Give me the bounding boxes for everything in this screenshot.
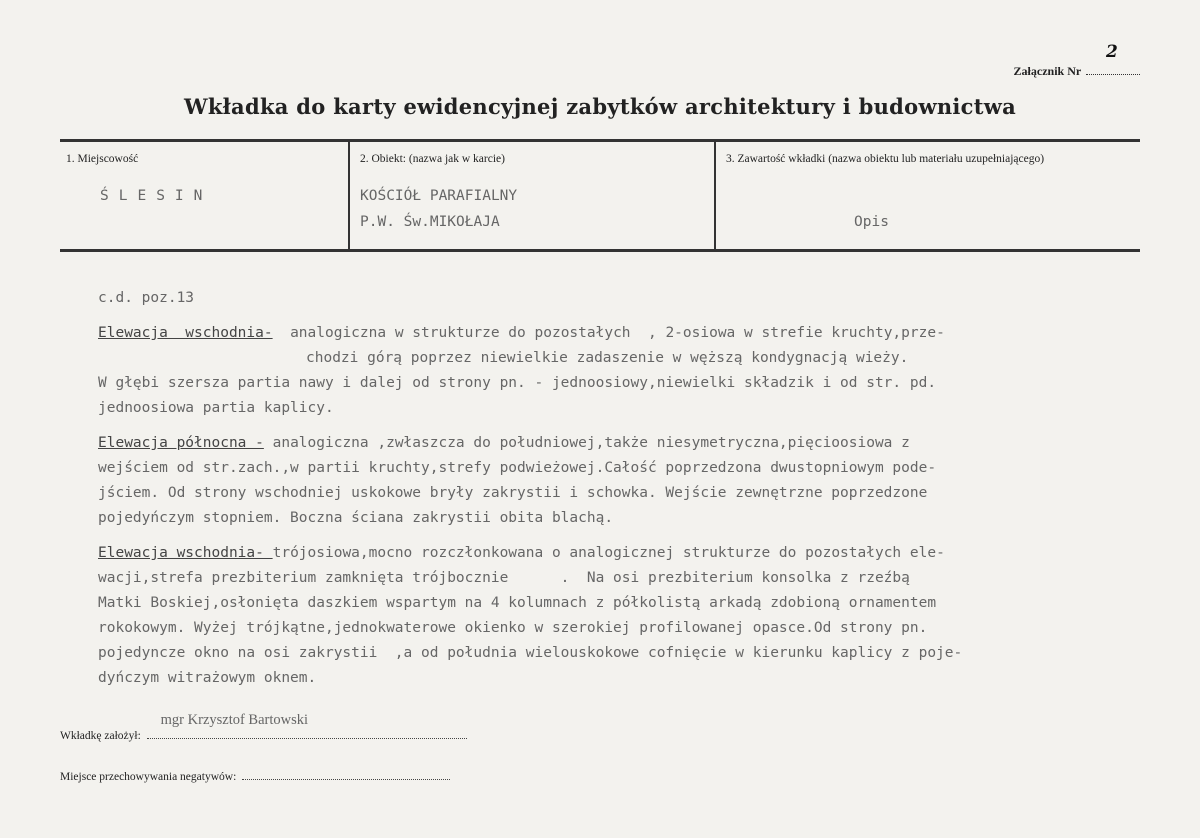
place-label: 1. Miejscowość: [66, 153, 139, 165]
author-value: mgr Krzysztof Bartowski: [160, 712, 309, 728]
continuation-note: c.d. poz.13: [98, 290, 195, 306]
storage-label: Miejsce przechowywania negatywów:: [60, 771, 237, 783]
object-value-line1: KOŚCIÓŁ PARAFIALNY: [360, 188, 518, 204]
paragraph-east-1-line4: jednoosiowa partia kaplicy.: [98, 400, 334, 416]
paragraph-east-1-line2: chodzi górą poprzez niewielkie zadaszenie w węższą kondygnacją wieży.: [306, 350, 909, 366]
author-label: Wkładkę założył:: [60, 730, 141, 742]
text-span: analogiczna ,zwłaszcza do południowej,także niesymetryczna,pięcioosiowa z: [263, 435, 910, 451]
paragraph-east-2-line5: pojedyncze okno na osi zakrystii ,a od południa wielouskokowe cofnięcie w kierunku kaplicy z poje-: [98, 645, 963, 661]
form-title: Wkładka do karty ewidencyjnej zabytków architektury i budownictwa: [183, 94, 1017, 119]
paragraph-east-2-line6: dyńczym witrażowym oknem.: [98, 670, 317, 686]
attachment-label: Załącznik Nr: [1013, 64, 1081, 78]
text-span: analogiczna w strukturze do pozostałych , 2-osiowa w strefie kruchty,prze-: [272, 325, 945, 341]
heading-east-elevation-2: Elewacja wschodnia-: [98, 545, 273, 561]
header-table: [60, 139, 1140, 252]
paragraph-east-2-line4: rokokowym. Wyżej trójkątne,jednokwaterowe okienko w szerokiej profilowanej opasce.Od strony pn.: [98, 620, 928, 636]
heading-east-elevation-1: Elewacja wschodnia-: [98, 325, 273, 341]
object-label: 2. Obiekt: (nazwa jak w karcie): [360, 153, 505, 165]
author-field: [60, 712, 467, 742]
place-cell: [60, 142, 348, 249]
negatives-storage-field: [60, 769, 450, 783]
paragraph-north-line3: jściem. Od strony wschodniej uskokowe bryły zakrystii i schowka. Wejście zewnętrzne poprzedzone: [98, 485, 928, 501]
object-cell: [348, 142, 716, 249]
paragraph-north-line4: pojedyńczym stopniem. Boczna ściana zakrystii obita blachą.: [98, 510, 614, 526]
description-text: [98, 286, 1098, 691]
paragraph-east-2-line3: Matki Boskiej,osłonięta daszkiem wspartym na 4 kolumnach z półkolistą arkadą zdobioną ornamentem: [98, 595, 937, 611]
content-value: Opis: [854, 214, 889, 230]
paragraph-east-2-line1: [98, 541, 1098, 566]
paragraph-north-line2: wejściem od str.zach.,w partii kruchty,strefy podwieżowej.Całość poprzedzona dwustopniowym pode-: [98, 460, 937, 476]
attachment-number: [1013, 42, 1140, 79]
paragraph-north-line1: [98, 431, 1098, 456]
paragraph-east-1-line1: [98, 321, 1098, 346]
attachment-dotline: [1086, 42, 1140, 75]
storage-dotline: [242, 769, 450, 780]
text-span: trójosiowa,mocno rozczłonkowana o analogicznej strukturze do pozostałych ele-: [272, 545, 945, 561]
content-cell: [714, 142, 1140, 249]
paragraph-east-2-line2: wacji,strefa prezbiterium zamknięta trójbocznie . Na osi prezbiterium konsolka z rzeźbą: [98, 570, 910, 586]
author-dotline: [147, 712, 467, 739]
paragraph-east-1-line3: W głębi szersza partia nawy i dalej od strony pn. - jednoosiowy,niewielki składzik i od str. pd.: [98, 375, 937, 391]
place-value: ŚLESIN: [100, 188, 213, 204]
object-value-line2: P.W. Św.MIKOŁAJA: [360, 214, 500, 230]
content-label: 3. Zawartość wkładki (nazwa obiektu lub materiału uzupełniającego): [726, 153, 1045, 165]
attachment-handwritten-number: 2: [1106, 42, 1118, 62]
heading-north-elevation: Elewacja północna -: [98, 435, 264, 451]
